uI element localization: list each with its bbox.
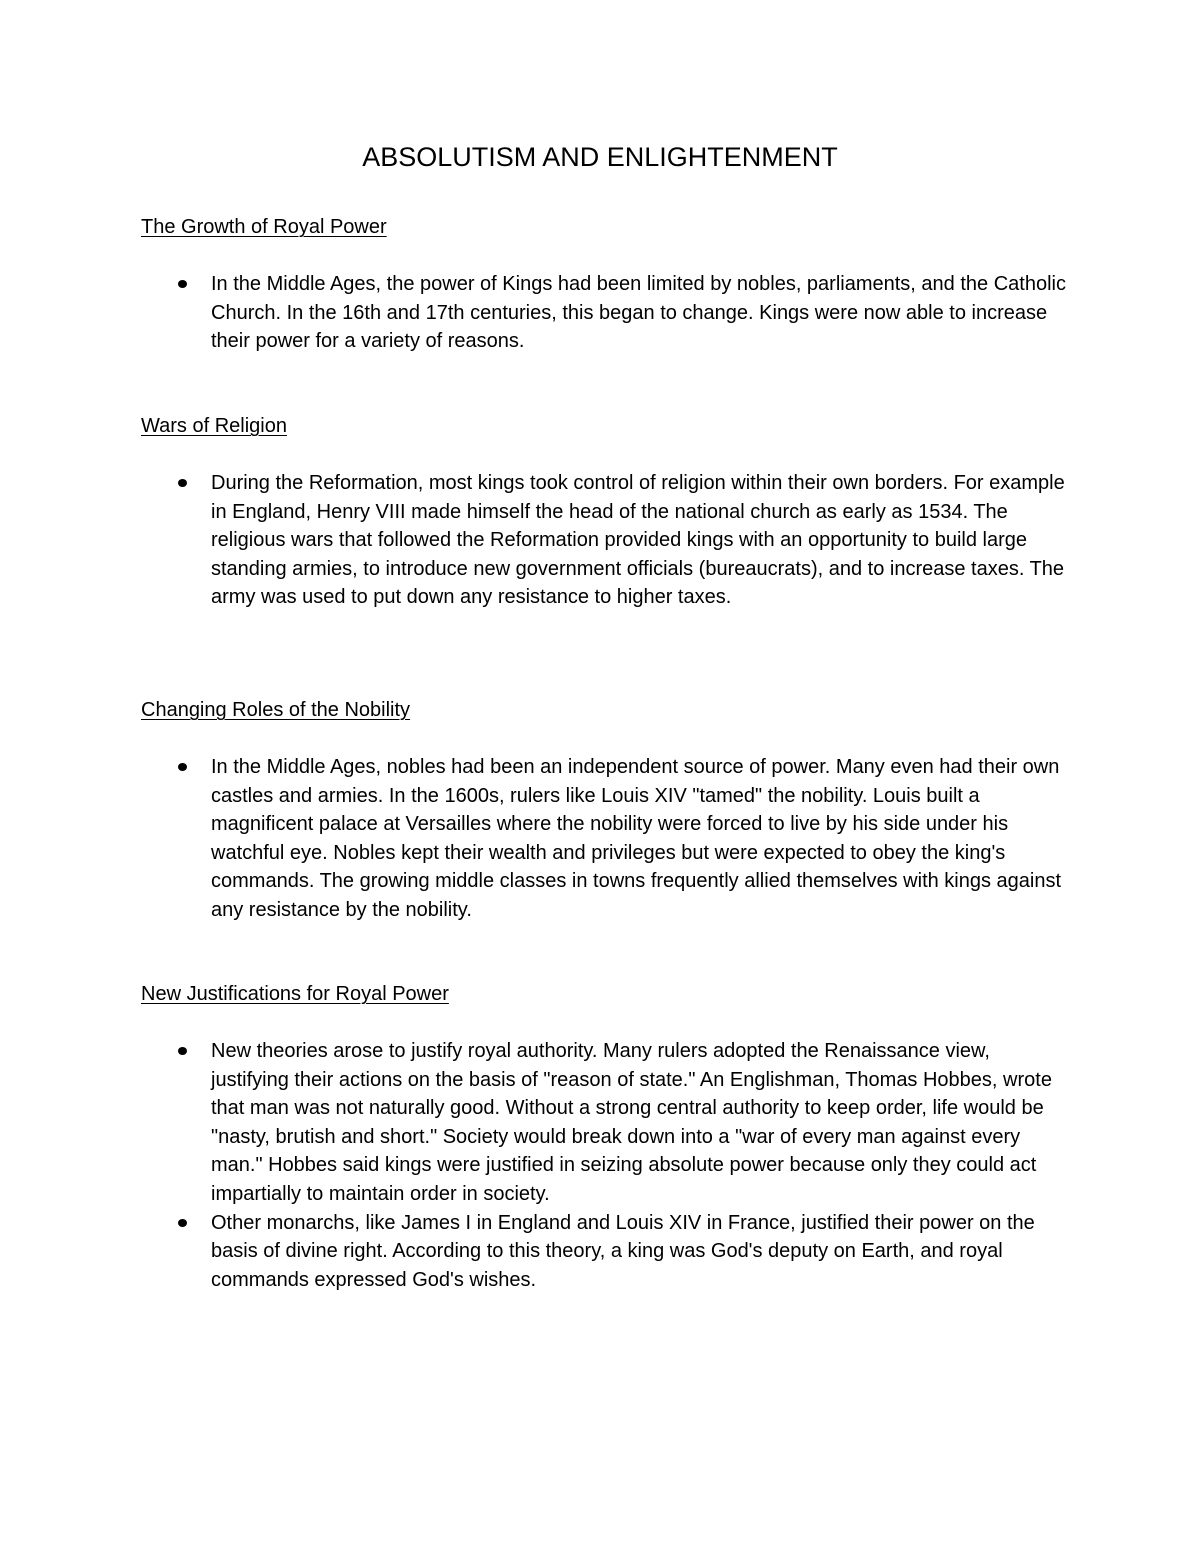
bullet-list xyxy=(141,469,1071,612)
list-item xyxy=(141,469,1071,612)
bullet-text: In the Middle Ages, nobles had been an independent source of power. Many even had their own castles and armies. In the 1600s, rulers like Louis XIV "tamed" the nobility. Louis built a magnificent palace at Versailles where the nobility were forced to live by his side under his watchful eye. Nobles kept their wealth and privileges but were expected to obey the king's commands. The growing middle classes in towns frequently allied themselves with kings against any resistance by the nobility. xyxy=(211,756,1062,921)
section-heading: Wars of Religion xyxy=(141,415,287,437)
section-growth-of-royal-power xyxy=(141,213,1071,356)
list-item xyxy=(141,1209,1071,1295)
section-new-justifications xyxy=(141,980,1071,1294)
section-heading: New Justifications for Royal Power xyxy=(141,983,449,1005)
bullet-list xyxy=(141,753,1071,925)
bullet-icon xyxy=(178,280,187,288)
bullet-icon xyxy=(178,763,187,771)
bullet-text: Other monarchs, like James I in England and Louis XIV in France, justified their power on the basis of divine right. According to this theory, a king was God's deputy on Earth, and royal commands expressed God's wishes. xyxy=(211,1211,1035,1291)
bullet-list xyxy=(141,270,1071,356)
section-wars-of-religion xyxy=(141,412,1071,612)
document-title: ABSOLUTISM AND ENLIGHTENMENT xyxy=(362,142,838,172)
list-item xyxy=(141,753,1071,925)
bullet-icon xyxy=(178,1047,187,1055)
bullet-icon xyxy=(178,1219,187,1227)
bullet-list xyxy=(141,1037,1071,1294)
bullet-text: In the Middle Ages, the power of Kings had been limited by nobles, parliaments, and the Catholic Church. In the 16th and 17th centuries, this began to change. Kings were now able to increase their power for a variety of reasons. xyxy=(211,273,1066,353)
bullet-text: New theories arose to justify royal authority. Many rulers adopted the Renaissance view, justifying their actions on the basis of "reason of state." An Englishman, Thomas Hobbes, wrote that man was not naturally good. Without a strong central authority to keep order, life would be "nasty, brutish and short." Society would break down into a "war of every man against every man." Hobbes said kings were justified in seizing absolute power because only they could act impartially to maintain order in society. xyxy=(211,1040,1052,1205)
list-item xyxy=(141,270,1071,356)
bullet-text: During the Reformation, most kings took control of religion within their own borders. For example in England, Henry VIII made himself the head of the national church as early as 1534. The religious wars that followed the Reformation provided kings with an opportunity to build large standing armies, to introduce new government officials (bureaucrats), and to increase taxes. The army was used to put down any resistance to higher taxes. xyxy=(211,472,1065,609)
section-heading: The Growth of Royal Power xyxy=(141,216,387,238)
list-item xyxy=(141,1037,1071,1209)
section-heading: Changing Roles of the Nobility xyxy=(141,699,411,721)
bullet-icon xyxy=(178,479,187,487)
section-changing-roles-of-nobility xyxy=(141,696,1071,925)
